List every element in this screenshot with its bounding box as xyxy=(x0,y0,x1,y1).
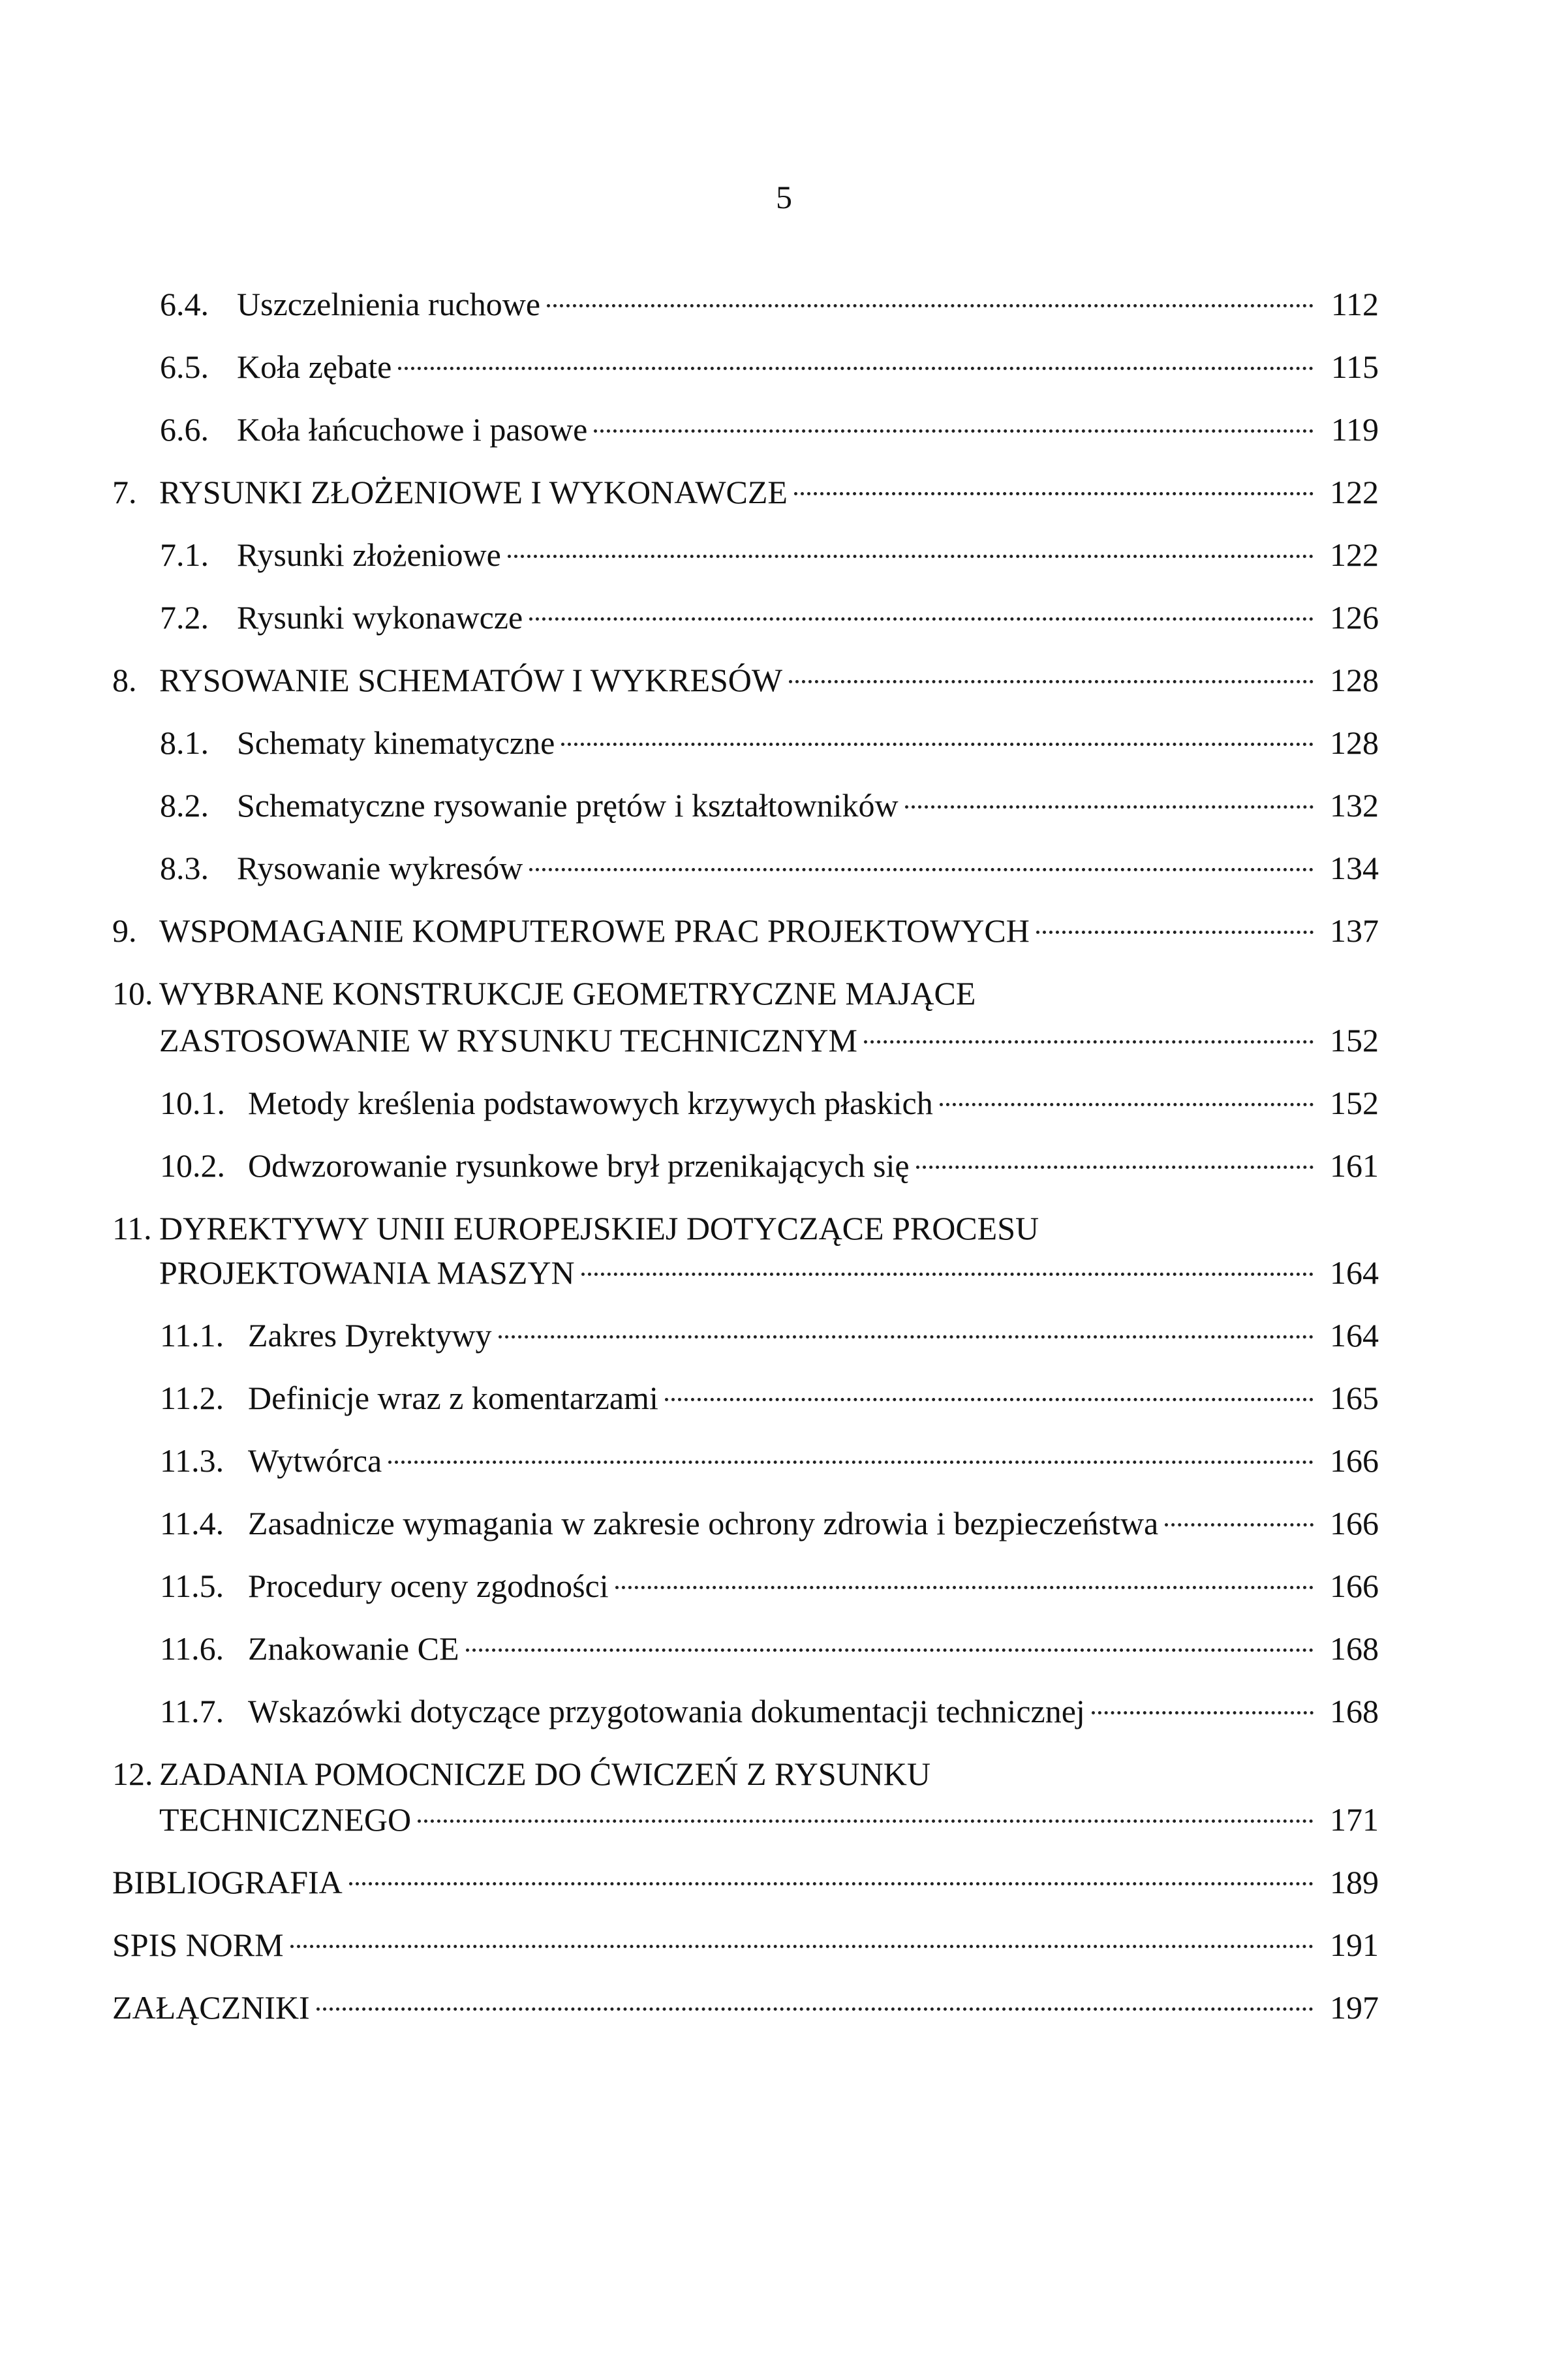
toc-entry xyxy=(160,1566,1379,1605)
toc-number: 10.2. xyxy=(160,1147,225,1184)
leader-dots xyxy=(398,367,1314,370)
toc-number: 7.1. xyxy=(160,536,209,573)
toc-number: 8. xyxy=(112,662,137,698)
toc-number: 8.2. xyxy=(160,787,209,824)
leader-dots xyxy=(615,1586,1314,1589)
toc-entry xyxy=(112,1253,1379,1292)
toc-entry xyxy=(160,347,1379,386)
toc-page: 115 xyxy=(1330,348,1379,385)
toc-title: Odwzorowanie rysunkowe brył przenikających się xyxy=(248,1147,910,1184)
toc-title-line1: DYREKTYWY UNII EUROPEJSKIEJ DOTYCZĄCE PROCESU xyxy=(159,1210,1039,1247)
toc-page: 134 xyxy=(1330,850,1379,886)
toc-page: 166 xyxy=(1330,1568,1379,1604)
leader-dots xyxy=(916,1166,1314,1169)
leader-dots xyxy=(794,492,1314,495)
toc-title: Wytwórca xyxy=(248,1442,382,1479)
toc-number: 6.5. xyxy=(160,348,209,385)
toc-number: 11. xyxy=(112,1210,152,1247)
toc-title: Wskazówki dotyczące przygotowania dokumentacji technicznej xyxy=(248,1693,1085,1729)
toc-page: 168 xyxy=(1330,1693,1379,1729)
toc-number: 9. xyxy=(112,912,137,949)
toc-entry xyxy=(160,848,1379,888)
leader-dots xyxy=(665,1398,1314,1401)
toc-title: Rysunki złożeniowe xyxy=(237,536,501,573)
toc-title: WSPOMAGANIE KOMPUTEROWE PRAC PROJEKTOWYCH xyxy=(159,912,1030,949)
leader-dots xyxy=(349,1882,1314,1885)
toc-page: 189 xyxy=(1330,1864,1379,1900)
toc-entry xyxy=(112,1988,1379,2027)
toc-title: Zakres Dyrektywy xyxy=(248,1317,492,1354)
toc-title: Definicje wraz z komentarzami xyxy=(248,1380,658,1416)
toc-number: 11.4. xyxy=(160,1505,224,1541)
toc-page: 128 xyxy=(1330,662,1379,698)
toc-number: 12. xyxy=(112,1756,153,1792)
toc-title: TECHNICZNEGO xyxy=(159,1801,412,1838)
leader-dots xyxy=(789,680,1314,683)
leader-dots xyxy=(905,805,1314,809)
toc-page: 119 xyxy=(1330,411,1379,448)
toc-number: 10.1. xyxy=(160,1085,225,1121)
toc-title: Rysunki wykonawcze xyxy=(237,599,523,636)
toc-entry xyxy=(160,1146,1379,1185)
toc-page: 164 xyxy=(1330,1317,1379,1354)
toc-entry xyxy=(160,786,1379,825)
toc-page: 161 xyxy=(1330,1147,1379,1184)
leader-dots xyxy=(388,1461,1314,1464)
toc-page: 168 xyxy=(1330,1630,1379,1667)
toc-number: 11.6. xyxy=(160,1630,224,1667)
toc-title: RYSUNKI ZŁOŻENIOWE I WYKONAWCZE xyxy=(159,474,788,510)
toc-entry xyxy=(160,1378,1379,1417)
toc-page: 191 xyxy=(1330,1927,1379,1963)
toc-page: 164 xyxy=(1330,1254,1379,1291)
leader-dots xyxy=(561,743,1314,746)
toc-entry xyxy=(160,1692,1379,1731)
leader-dots xyxy=(581,1273,1314,1276)
toc-entry xyxy=(112,1925,1379,1964)
toc-entry xyxy=(160,1504,1379,1543)
toc-entry xyxy=(160,723,1379,762)
toc-number: 6.4. xyxy=(160,286,209,322)
toc-title: Uszczelnienia ruchowe xyxy=(237,286,541,322)
toc-number: 11.7. xyxy=(160,1693,224,1729)
toc-title: RYSOWANIE SCHEMATÓW I WYKRESÓW xyxy=(159,662,783,698)
leader-dots xyxy=(594,429,1314,433)
leader-dots xyxy=(1092,1711,1314,1714)
toc-number: 11.5. xyxy=(160,1568,224,1604)
leader-dots xyxy=(529,617,1314,621)
toc-entry xyxy=(112,1021,1379,1060)
toc-title: Znakowanie CE xyxy=(248,1630,459,1667)
toc-page: 171 xyxy=(1330,1801,1379,1838)
leader-dots xyxy=(940,1103,1314,1106)
toc-entry xyxy=(160,285,1379,324)
toc-page: 122 xyxy=(1330,536,1379,573)
leader-dots xyxy=(1165,1523,1314,1526)
toc-entry-first-line xyxy=(112,974,976,1013)
toc-page: 112 xyxy=(1330,286,1379,322)
leader-dots xyxy=(290,1945,1314,1948)
toc-title-line1: WYBRANE KONSTRUKCJE GEOMETRYCZNE MAJĄCE xyxy=(159,975,976,1012)
toc-page: 132 xyxy=(1330,787,1379,824)
toc-number: 7.2. xyxy=(160,599,209,636)
toc-page: 197 xyxy=(1330,1989,1379,2026)
toc-title: Procedury oceny zgodności xyxy=(248,1568,609,1604)
leader-dots xyxy=(466,1649,1314,1652)
toc-entry xyxy=(112,472,1379,512)
toc-entry xyxy=(160,598,1379,637)
toc-entry xyxy=(160,1441,1379,1480)
toc-page: 166 xyxy=(1330,1442,1379,1479)
leader-dots xyxy=(316,2007,1314,2011)
toc-number: 10. xyxy=(112,975,153,1012)
toc-page: 128 xyxy=(1330,724,1379,761)
toc-page: 126 xyxy=(1330,599,1379,636)
toc-page: 122 xyxy=(1330,474,1379,510)
toc-number: 11.3. xyxy=(160,1442,224,1479)
toc-title: Rysowanie wykresów xyxy=(237,850,523,886)
toc-entry-first-line xyxy=(112,1209,1039,1248)
toc-title: PROJEKTOWANIA MASZYN xyxy=(159,1254,575,1291)
leader-dots xyxy=(1036,931,1314,934)
toc-page: 137 xyxy=(1330,912,1379,949)
toc-entry xyxy=(160,535,1379,574)
toc-number: 7. xyxy=(112,474,137,510)
toc-number: 6.6. xyxy=(160,411,209,448)
toc-entry xyxy=(160,410,1379,449)
leader-dots xyxy=(418,1820,1314,1823)
toc-title: SPIS NORM xyxy=(112,1927,284,1963)
toc-title: ZASTOSOWANIE W RYSUNKU TECHNICZNYM xyxy=(159,1022,857,1059)
page-number: 5 xyxy=(776,179,792,215)
toc-number: 8.1. xyxy=(160,724,209,761)
toc-entry xyxy=(160,1629,1379,1668)
toc-entry xyxy=(112,1863,1379,1902)
toc-title: Zasadnicze wymagania w zakresie ochrony zdrowia i bezpieczeństwa xyxy=(248,1505,1159,1541)
toc-entry-first-line xyxy=(112,1754,930,1793)
toc-page: 152 xyxy=(1330,1022,1379,1059)
toc-page: 166 xyxy=(1330,1505,1379,1541)
toc-title-line1: ZADANIA POMOCNICZE DO ĆWICZEŃ Z RYSUNKU xyxy=(159,1756,930,1792)
toc-number: 11.2. xyxy=(160,1380,224,1416)
toc-entry xyxy=(112,660,1379,700)
leader-dots xyxy=(529,868,1314,871)
toc-number: 11.1. xyxy=(160,1317,224,1354)
leader-dots xyxy=(508,555,1314,558)
toc-number: 8.3. xyxy=(160,850,209,886)
toc-entry xyxy=(112,911,1379,950)
toc-title: Schematy kinematyczne xyxy=(237,724,555,761)
toc-title: Schematyczne rysowanie prętów i kształtowników xyxy=(237,787,899,824)
toc-entry xyxy=(112,1800,1379,1839)
leader-dots xyxy=(864,1040,1314,1044)
toc-entry xyxy=(160,1083,1379,1123)
toc-title: Koła zębate xyxy=(237,348,392,385)
leader-dots xyxy=(499,1335,1314,1339)
toc-title: BIBLIOGRAFIA xyxy=(112,1864,343,1900)
toc-title: Koła łańcuchowe i pasowe xyxy=(237,411,588,448)
toc-title: Metody kreślenia podstawowych krzywych płaskich xyxy=(248,1085,933,1121)
leader-dots xyxy=(547,304,1314,307)
toc-page: 152 xyxy=(1330,1085,1379,1121)
toc-title: ZAŁĄCZNIKI xyxy=(112,1989,310,2026)
toc-page: 165 xyxy=(1330,1380,1379,1416)
toc-entry xyxy=(160,1316,1379,1355)
